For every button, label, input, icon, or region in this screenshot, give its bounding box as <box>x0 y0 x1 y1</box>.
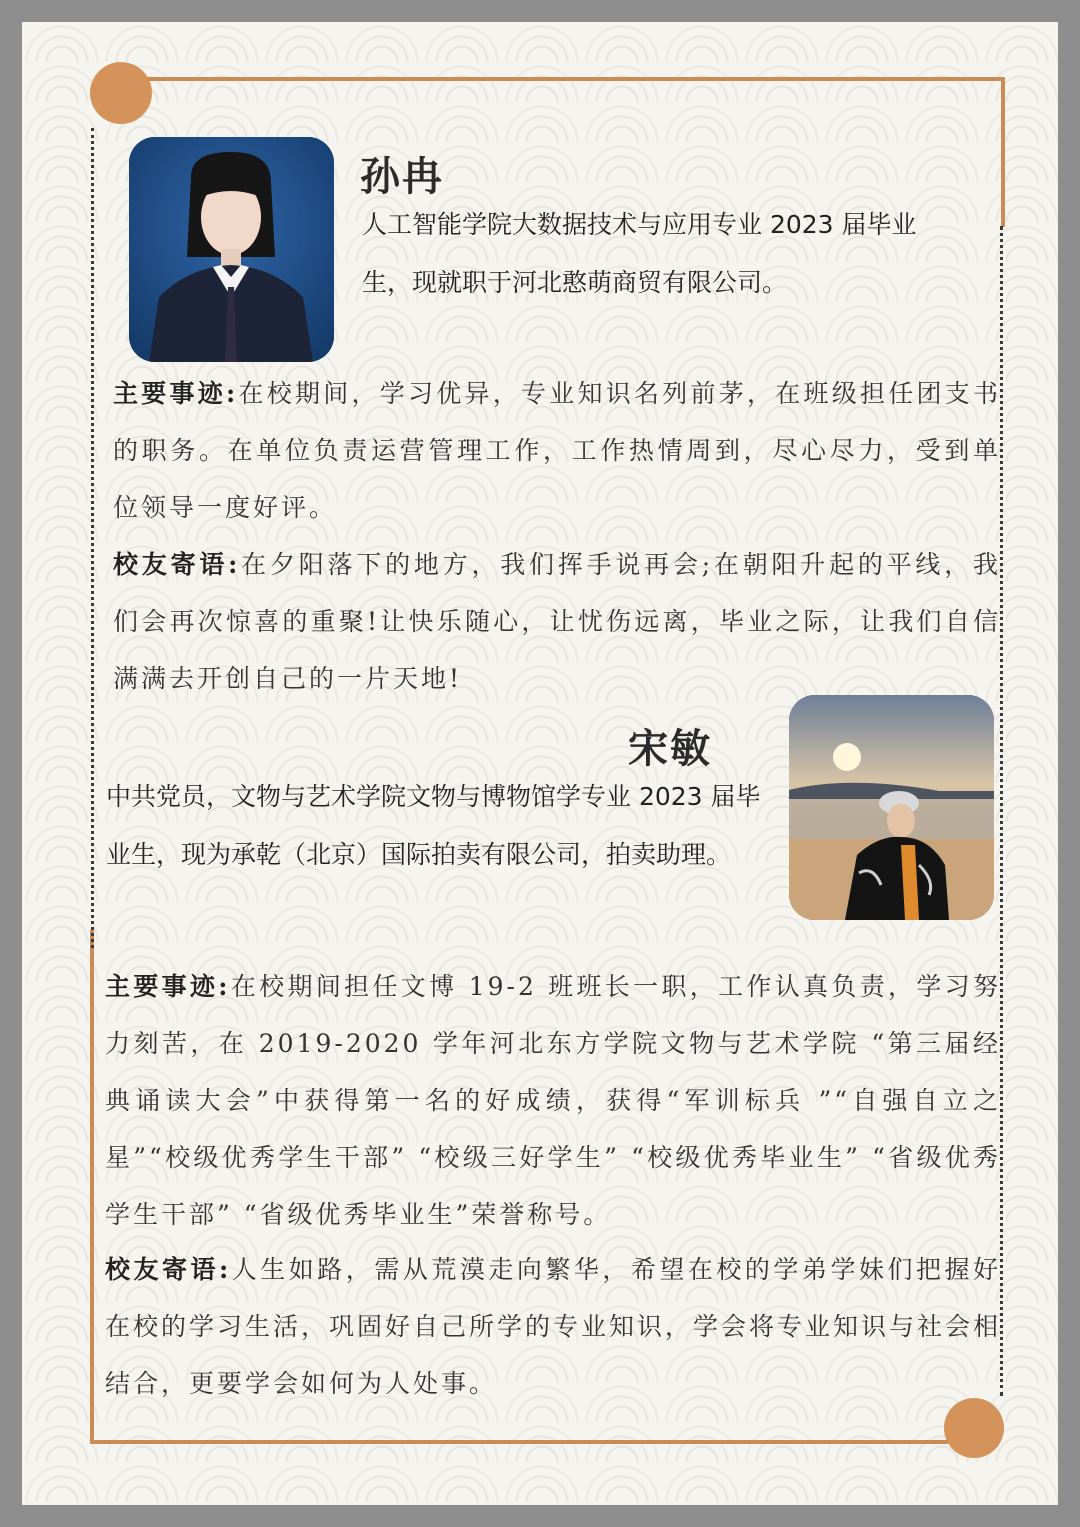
top-border-line <box>120 77 1004 81</box>
deeds-text: 在校期间担任文博 19-2 班班长一职，工作认真负责，学习努力刻苦，在 2019-2020 学年河北东方学院文物与艺术学院 “第三届经典诵读大会”中获得第一名的好成绩，获得“军训标兵 ”“自强自立之星”“校级优秀学生干部” “校级三好学生” “校级优秀毕业生” “省级优秀学生干部” “省级优秀毕业生”荣誉称号。 <box>105 972 1002 1229</box>
name-song-min: 宋敏 <box>628 725 712 772</box>
top-left-circle-ornament <box>90 62 152 124</box>
message-text: 在夕阳落下的地方，我们挥手说再会;在朝阳升起的平线，我们会再次惊喜的重聚!让快乐随心，让忧伤远离，毕业之际，让我们自信满满去开创自己的一片天地! <box>113 550 1001 693</box>
beach-photo-illustration <box>789 695 994 920</box>
deeds-label: 主要事迹: <box>105 972 231 1001</box>
message-label: 校友寄语: <box>105 1255 232 1284</box>
portrait-photo-sun-ran <box>129 137 334 362</box>
left-border-line <box>90 930 94 1442</box>
message-sun-ran <box>113 536 1001 707</box>
deeds-song-min <box>105 958 1001 1243</box>
deeds-sun-ran <box>113 365 1001 536</box>
portrait-illustration <box>129 137 334 362</box>
message-text: 人生如路，需从荒漠走向繁华，希望在校的学弟学妹们把握好在校的学习生活，巩固好自己所学的专业知识，学会将专业知识与社会相结合，更要学会如何为人处事。 <box>105 1255 1002 1398</box>
bottom-border-line <box>90 1440 950 1444</box>
message-label: 校友寄语: <box>113 550 241 579</box>
right-border-line <box>1001 77 1005 227</box>
intro-song-min: 中共党员，文物与艺术学院文物与博物馆学专业 2023 届毕业生，现为承乾（北京）国际拍卖有限公司，拍卖助理。 <box>106 782 761 869</box>
name-sun-ran: 孙冉 <box>360 153 444 200</box>
portrait-photo-song-min <box>789 695 994 920</box>
intro-sun-ran: 人工智能学院大数据技术与应用专业 2023 届毕业生，现就职于河北憨萌商贸有限公司。 <box>362 210 917 297</box>
message-song-min <box>105 1241 1001 1412</box>
deeds-text: 在校期间，学习优异，专业知识名列前茅，在班级担任团支书的职务。在单位负责运营管理工作，工作热情周到，尽心尽力，受到单位领导一度好评。 <box>113 379 1001 522</box>
deeds-label: 主要事迹: <box>113 379 239 408</box>
left-dotted-line <box>91 128 94 948</box>
